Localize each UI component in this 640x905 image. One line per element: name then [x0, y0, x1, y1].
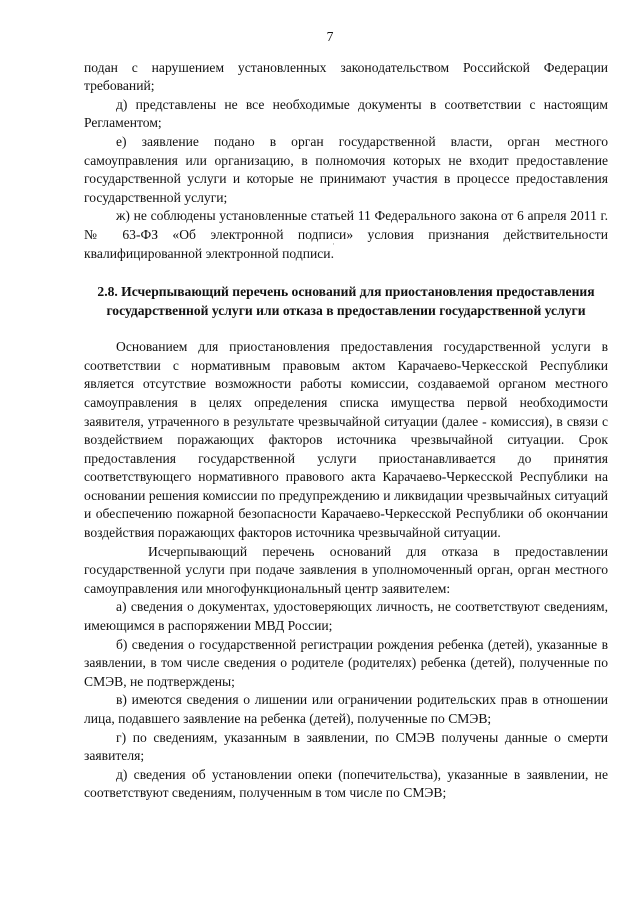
paragraph-suspension-grounds: Основанием для приостановления предоставления государственной услуги в соответствии с нормативным правовым актом Карачаево-Черкесской Республики является отсутствие возможности работы комиссии, создаваемой органом местного самоуправления в целях определения списка имущества первой необходимости заявителя, утраченного в результате чрезвычайной ситуации (далее - комиссия), в связи с воздействием поражающих факторов источника чрезвычайной ситуации. Срок предоставления государственной услуги приостанавливается до принятия соответствующего нормативного правового акта Карачаево-Черкесской Республики на основании решения комиссии по предупреждению и ликвидации чрезвычайных ситуаций и обеспечению пожарной безопасности Карачаево-Черкесской Республики об окончании воздействия поражающих факторов источника чрезвычайной ситуации.	[84, 339, 608, 541]
section-heading: 2.8. Исчерпывающий перечень оснований для приостановления предоставления государственной услуги или отказа в предоставлении государственной услуги	[97, 284, 595, 319]
list-item-d: д) представлены не все необходимые документы в соответствии с настоящим Регламентом;	[84, 96, 608, 131]
list-item-e: е) заявление подано в орган государственной власти, орган местного самоуправления или организацию, в полномочия которых не входит предоставление государственной услуги и которые не принимают участия в процессе предоставления государственной услуги;	[84, 133, 608, 205]
paragraph-refusal-intro: Исчерпывающий перечень оснований для отказа в предоставлении государственной услуги при подаче заявления в уполномоченный орган, орган местного самоуправления или многофункциональный центр заявителем:	[84, 543, 608, 596]
list-item-g: г) по сведениям, указанным в заявлении, по СМЭВ получены данные о смерти заявителя;	[84, 729, 608, 764]
list-item-b: б) сведения о государственной регистрации рождения ребенка (детей), указанные в заявлении, в том числе сведения о родителе (родителях) ребенка (детей), полученные по СМЭВ, не подтверждены;	[84, 636, 608, 689]
list-item-a: а) сведения о документах, удостоверяющих личность, не соответствуют сведениям, имеющимся в распоряжении МВД России;	[84, 599, 608, 634]
page-number: 7	[326, 29, 334, 44]
list-item-v: в) имеются сведения о лишении или ограничении родительских прав в отношении лица, подавшего заявление на ребенка (детей), полученные по СМЭВ;	[84, 692, 608, 726]
scan-mark: ·	[332, 239, 335, 249]
list-item-d2: д) сведения об установлении опеки (попечительства), указанные в заявлении, не соответствуют сведениям, полученным в том числе по СМЭВ;	[84, 766, 608, 801]
list-item-zh: ж) не соблюдены установленные статьей 11 Федерального закона от 6 апреля 2011 г. № 63-ФЗ «Об электронной подписи» условия признания действительности квалифицированной электронной подписи.	[84, 208, 608, 261]
paragraph-continuation: подан с нарушением установленных законодательством Российской Федерации требований;	[84, 59, 608, 94]
